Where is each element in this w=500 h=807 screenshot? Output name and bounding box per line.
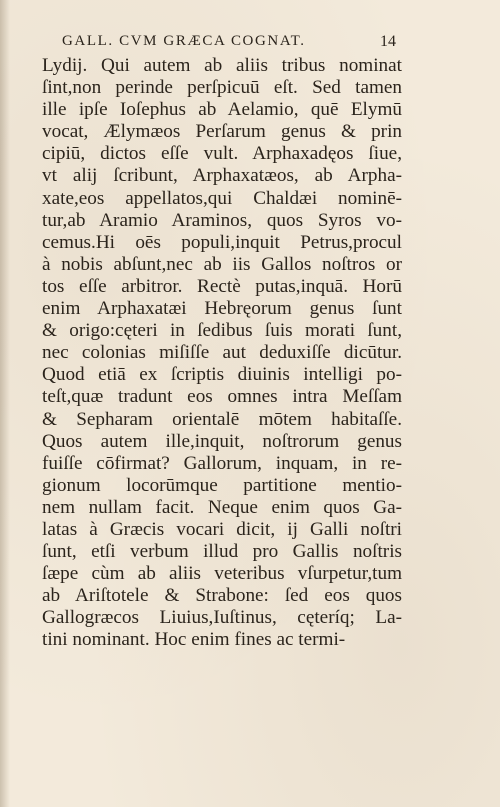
- text-line: ſæpe cùm ab aliis veteribus vſurpetur,tum: [42, 563, 402, 585]
- text-line: latas à Græcis vocari dicit, ij Galli noſtri: [42, 518, 402, 540]
- text-line: nec colonias miſiſſe aut deduxiſſe dicūtur.: [42, 342, 402, 364]
- text-line: enim Arphaxatæi Hebręorum genus ſunt: [42, 298, 402, 320]
- text-line: Quos autem ille,inquit, noſtrorum genus: [42, 430, 402, 452]
- text-line: tini nominant. Hoc enim fines ac termi-: [42, 629, 346, 651]
- text-line: ab Ariſtotele & Strabone: ſed eos quos: [42, 585, 402, 607]
- text-line: gionum locorūmque partitione mentio-: [42, 474, 402, 496]
- text-line: Quod etiā ex ſcriptis diuinis intelligi po-: [42, 364, 402, 386]
- text-line: cipiū, dictos eſſe vult. Arphaxadęos ſiue,: [42, 143, 402, 165]
- text-line: vocat, Ælymæos Perſarum genus & prin: [42, 121, 402, 143]
- text-line: xate,eos appellatos,qui Chaldæi nominē-: [42, 187, 402, 209]
- text-line: nem nullam facit. Neque enim quos Ga-: [42, 496, 402, 518]
- body-text: [42, 55, 402, 652]
- text-line: tos eſſe arbitror. Rectè putas,inquā. Horū: [42, 275, 402, 297]
- page-header: [62, 33, 402, 55]
- text-line: cemus.Hi oēs populi,inquit Petrus,procul: [42, 231, 402, 253]
- text-line: ille ipſe Ioſephus ab Aelamio, quē Elymū: [42, 99, 402, 121]
- text-line: teſt,quæ tradunt eos omnes intra Meſſam: [42, 386, 402, 408]
- text-line: & Sepharam orientalē mōtem habitaſſe.: [42, 408, 402, 430]
- text-line: à nobis abſunt,nec ab iis Gallos noſtros or: [42, 253, 402, 275]
- text-line: & origo:cęteri in ſedibus ſuis morati ſunt,: [42, 320, 402, 342]
- text-line: tur,ab Aramio Araminos, quos Syros vo-: [42, 209, 402, 231]
- page-gutter-shadow: [0, 0, 10, 807]
- text-line: vt alij ſcribunt, Arphaxatæos, ab Arpha-: [42, 165, 402, 187]
- page-number: 14: [380, 33, 396, 50]
- text-line: Gallogræcos Liuius,Iuſtinus, cęteríq; La-: [42, 607, 402, 629]
- text-line: Lydij. Qui autem ab aliis tribus nominat: [42, 55, 402, 76]
- text-line: fuiſſe cōfirmat? Gallorum, inquam, in re-: [42, 452, 402, 474]
- running-title: GALL. CVM GRÆCA COGNAT.: [62, 33, 306, 49]
- text-line: ſunt, etſi verbum illud pro Gallis noſtris: [42, 541, 402, 563]
- text-line: ſint,non perinde perſpicuū eſt. Sed tamen: [42, 77, 402, 99]
